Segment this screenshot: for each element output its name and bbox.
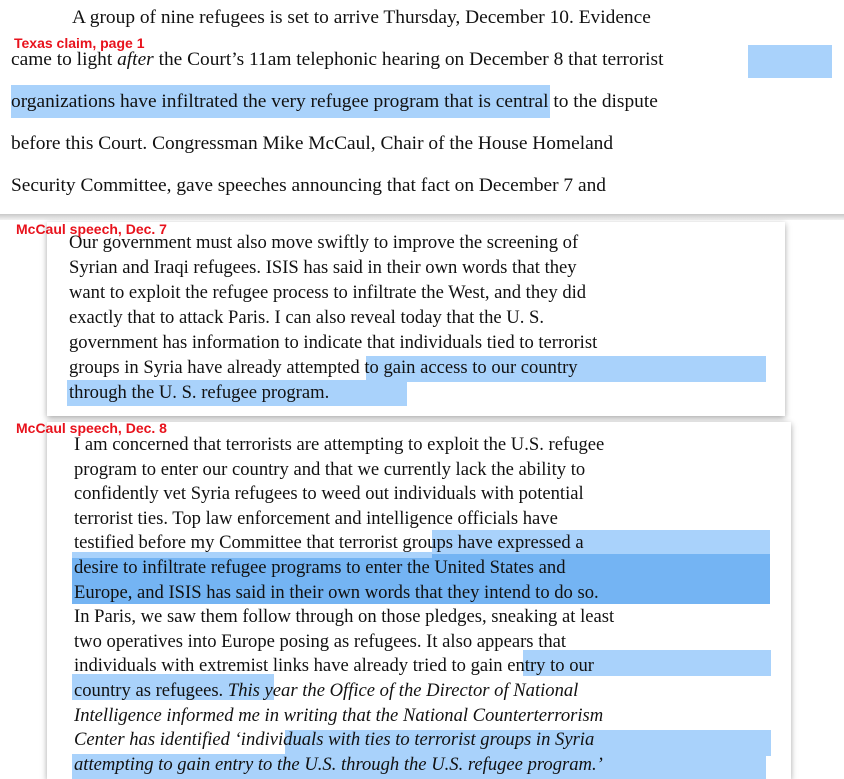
dec8-line-14: attempting to gain entry to the U.S. through the U.S. refugee program.’	[74, 754, 603, 775]
dec7-line-1: Our government must also move swiftly to improve the screening of	[69, 232, 579, 253]
dec8-line-11: country as refugees. This year the Office of the Director of National	[74, 680, 579, 701]
dec8-line-10: individuals with extremist links have already tried to gain entry to our	[74, 655, 594, 676]
dec8-line-13: Center has identified ‘individuals with ties to terrorist groups in Syria	[74, 729, 595, 750]
texas-line-2: came to light after the Court’s 11am telephonic hearing on December 8 that terrorist	[11, 49, 664, 70]
mccaul-dec8-excerpt	[47, 422, 791, 779]
label-dec7: McCaul speech, Dec. 7	[16, 221, 167, 237]
texas-line-4: before this Court. Congressman Mike McCaul, Chair of the House Homeland	[11, 133, 614, 154]
dec8-line-1: I am concerned that terrorists are attempting to exploit the U.S. refugee	[74, 434, 605, 455]
dec8-line-3: confidently vet Syria refugees to weed out individuals with potential	[74, 483, 584, 504]
label-dec8: McCaul speech, Dec. 8	[16, 420, 167, 436]
dec8-line-4: terrorist ties. Top law enforcement and intelligence officials have	[74, 508, 558, 529]
dec7-line-2: Syrian and Iraqi refugees. ISIS has said in their own words that they	[69, 257, 577, 278]
texas-line-1: A group of nine refugees is set to arrive Thursday, December 10. Evidence	[72, 7, 651, 28]
dec7-line-7: through the U. S. refugee program.	[69, 382, 330, 403]
highlight	[748, 45, 832, 78]
dec8-line-5: testified before my Committee that terrorist groups have expressed a	[74, 532, 584, 553]
texas-claim-excerpt	[0, 0, 844, 214]
dec8-line-6: desire to infiltrate refugee programs to enter the United States and	[74, 557, 566, 578]
dec7-line-4: exactly that to attack Paris. I can also reveal today that the U. S.	[69, 307, 545, 328]
dec8-line-7: Europe, and ISIS has said in their own words that they intend to do so.	[74, 582, 599, 603]
texas-line-3: organizations have infiltrated the very refugee program that is central to the dispute	[11, 91, 658, 112]
dec7-line-5: government has information to indicate that individuals tied to terrorist	[69, 332, 598, 353]
dec7-line-6: groups in Syria have already attempted to gain access to our country	[69, 357, 578, 378]
dec8-line-2: program to enter our country and that we currently lack the ability to	[74, 459, 586, 480]
texas-line-5: Security Committee, gave speeches announcing that fact on December 7 and	[11, 175, 606, 196]
label-texas-claim: Texas claim, page 1	[14, 35, 145, 51]
mccaul-dec7-excerpt	[47, 222, 785, 416]
dec7-line-3: want to exploit the refugee process to infiltrate the West, and they did	[69, 282, 587, 303]
dec8-line-12: Intelligence informed me in writing that the National Counterterrorism	[74, 705, 604, 726]
dec8-line-8: In Paris, we saw them follow through on those pledges, sneaking at least	[74, 606, 615, 627]
dec8-line-9: two operatives into Europe posing as refugees. It also appears that	[74, 631, 567, 652]
divider	[0, 214, 844, 220]
